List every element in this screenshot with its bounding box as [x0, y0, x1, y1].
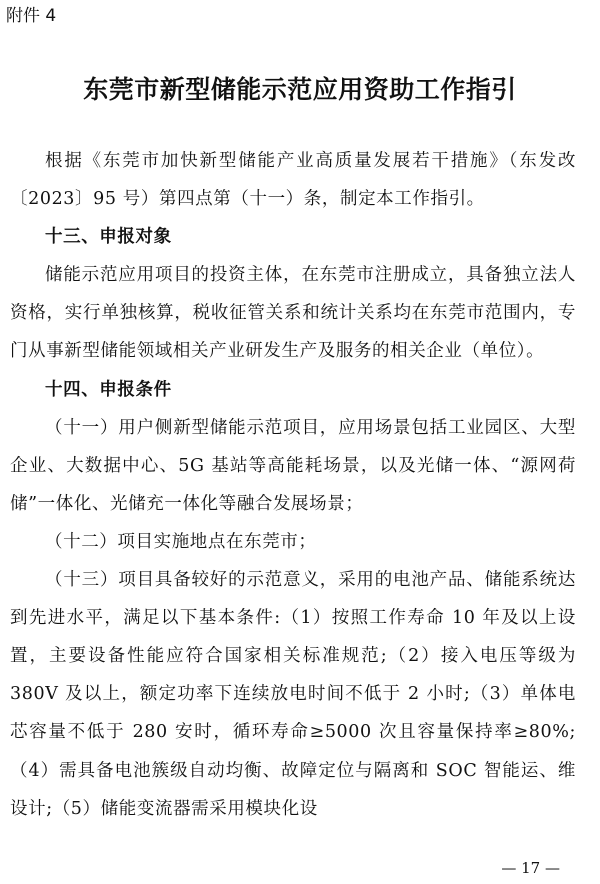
page-number: — 17 —: [501, 859, 560, 877]
item-11-paragraph: （十一）用户侧新型储能示范项目，应用场景包括工业园区、大型企业、大数据中心、5G 基站等高能耗场景，以及光储一体、“源网荷储”一体化、光储充一体化等融合发展场景；: [10, 417, 576, 514]
intro-paragraph: 根据《东莞市加快新型储能产业高质量发展若干措施》（东发改〔2023〕95 号）第四点第（十一）条，制定本工作指引。: [10, 151, 576, 210]
item-12-paragraph: （十二）项目实施地点在东莞市；: [45, 531, 317, 552]
item-13-paragraph: （十三）项目具备较好的示范意义，采用的电池产品、储能系统达到先进水平，满足以下基本条件:（1）按照工作寿命 10 年及以上设置，主要设备性能应符合国家相关标准规范;（2）接入电压等级为 380V 及以上，额定功率下连续放电时间不低于 2 小时;（3）单体电芯容量不低于 280 安时，循环寿命≥5000 次且容量保持率≥80%;（4）需具备电池簇级自动均衡、故障定位与隔离和 SOC 智能运、维设计;（5）储能变流器需采用模块化设: [10, 570, 576, 819]
attachment-label: 附件 4: [6, 6, 57, 26]
section-13-heading: 十三、申报对象: [45, 227, 172, 248]
document-title: 东莞市新型储能示范应用资助工作指引: [83, 75, 517, 104]
section-13-paragraph: 储能示范应用项目的投资主体，在东莞市注册成立，具备独立法人资格，实行单独核算，税收征管关系和统计关系均在东莞市范围内，专门从事新型储能领域相关产业研发生产及服务的相关企业（单位）。: [10, 265, 576, 362]
section-14-heading: 十四、申报条件: [45, 379, 172, 400]
document-body: [10, 142, 576, 828]
